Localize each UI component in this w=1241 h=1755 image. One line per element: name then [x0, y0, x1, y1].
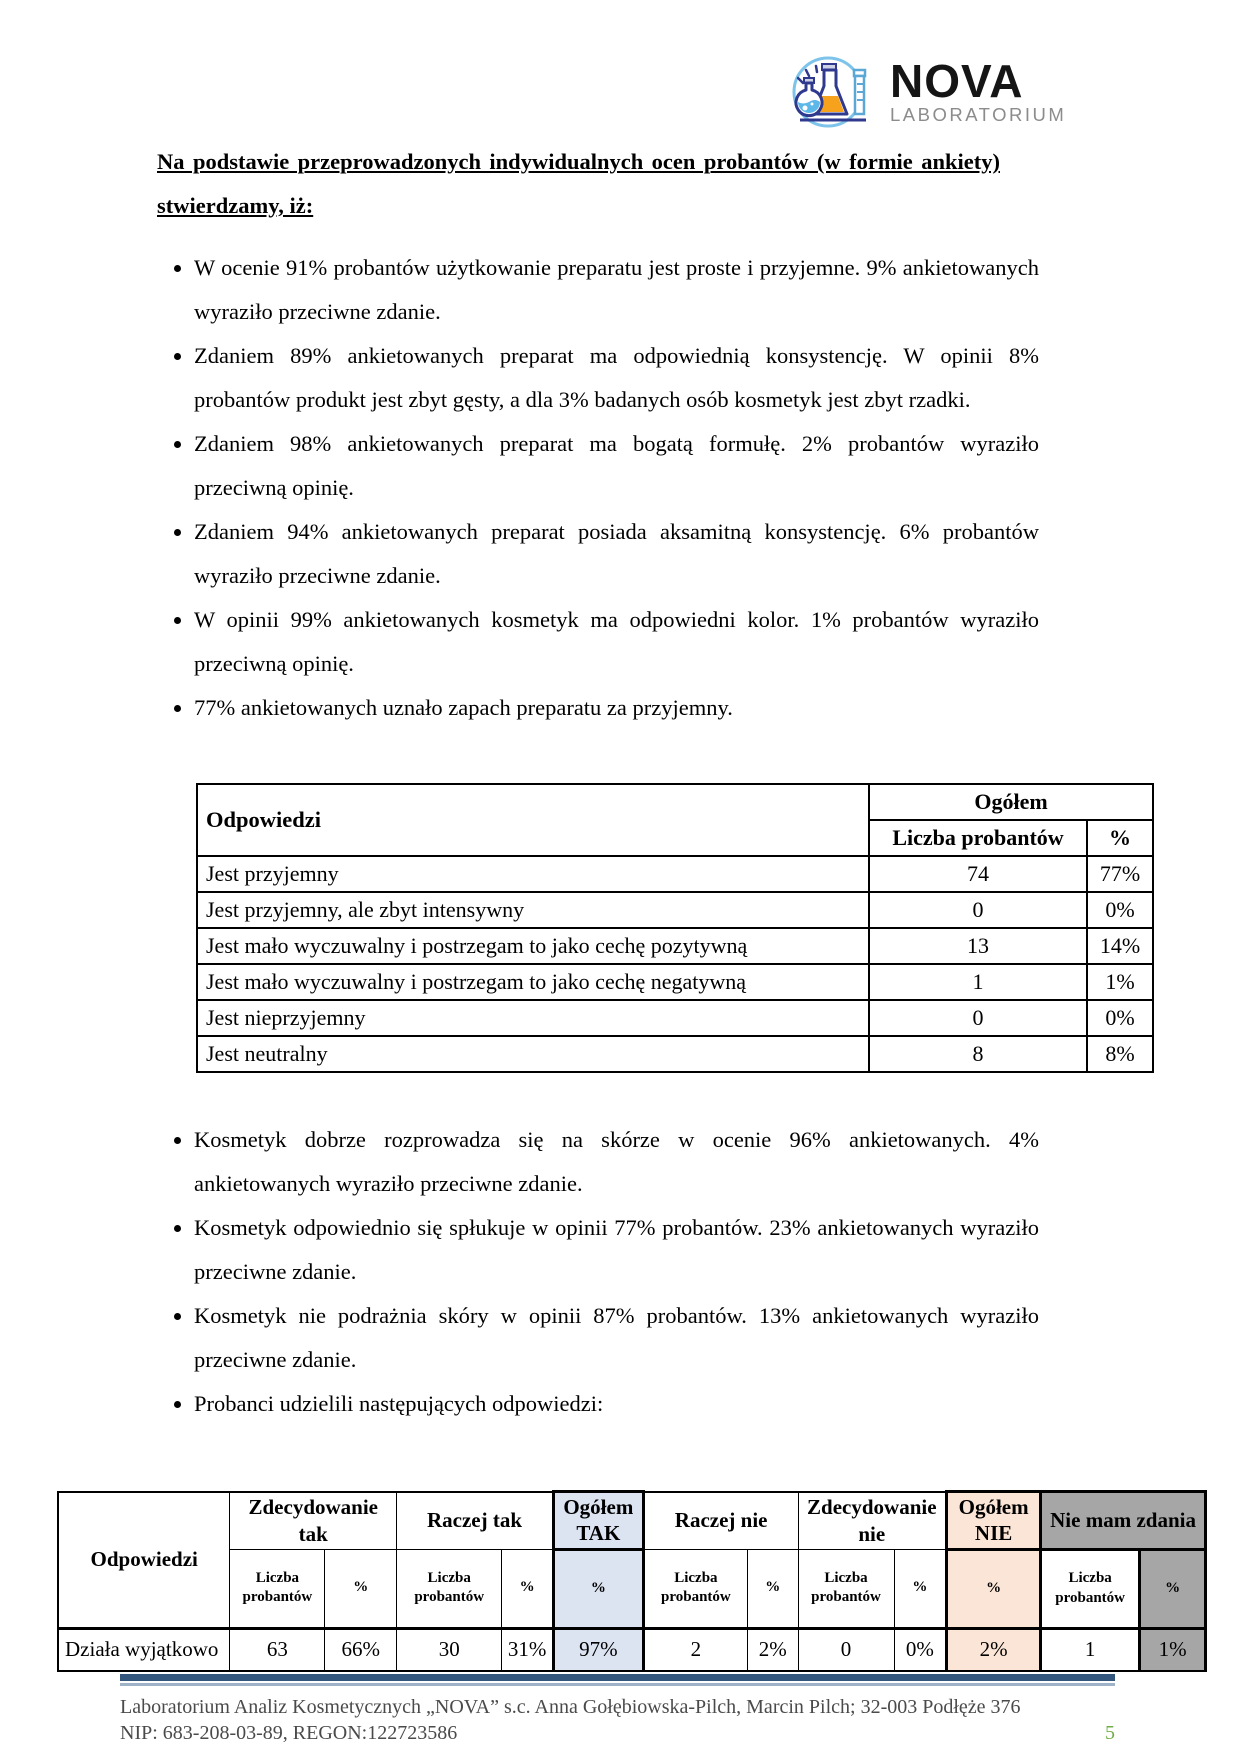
footer-company-line: Laboratorium Analiz Kosmetycznych „NOVA” s.c. Anna Gołębiowska-Pilch, Marcin Pilch; 32-003 Podłęże 376	[120, 1696, 1021, 1718]
table-row: Jest mało wyczuwalny i postrzegam to jako cechę pozytywną 13 14%	[197, 928, 1153, 964]
table-row: Jest neutralny 8 8%	[197, 1036, 1153, 1072]
t2-header-ogolem-tak: Ogółem TAK	[553, 1492, 643, 1550]
list-item: • Probanci udzielili następujących odpowiedzi:	[194, 1382, 1039, 1426]
list-item: • Kosmetyk dobrze rozprowadza się na skórze w ocenie 96% ankietowanych. 4% ankietowanych wyraziło przeciwne zdanie.	[194, 1118, 1039, 1206]
list-item: • Kosmetyk odpowiednio się spłukuje w opinii 77% probantów. 23% ankietowanych wyraziło przeciwne zdanie.	[194, 1206, 1039, 1294]
table-row	[58, 1549, 1206, 1628]
page-title: Na podstawie przeprowadzonych indywidualnych ocen probantów (w formie ankiety) stwierdzamy, iż:	[157, 149, 1000, 218]
t1-header-pct: %	[1087, 820, 1153, 856]
list-item: • Kosmetyk nie podrażnia skóry w opinii 87% probantów. 13% ankietowanych wyraziło przeciwne zdanie.	[194, 1294, 1039, 1382]
list-item: • W ocenie 91% probantów użytkowanie preparatu jest proste i przyjemne. 9% ankietowanych wyraziło przeciwne zdanie.	[194, 246, 1039, 334]
t1-header-ogolem: Ogółem	[869, 784, 1153, 820]
table-row: Jest przyjemny, ale zbyt intensywny 0 0%	[197, 892, 1153, 928]
footer-nip-regon: NIP: 683-208-03-89, REGON:122723586	[120, 1722, 458, 1744]
t2-sub-pct: %	[502, 1549, 554, 1628]
footer-divider	[120, 1674, 1115, 1681]
t2-sub-pct: %	[553, 1549, 643, 1628]
t2-sub-liczba: Liczba probantów	[1041, 1549, 1140, 1628]
t2-sub-liczba: Liczba probantów	[643, 1549, 747, 1628]
table-row: Jest nieprzyjemny 0 0%	[197, 1000, 1153, 1036]
findings-list-bottom	[160, 1118, 1039, 1426]
list-item: • Zdaniem 89% ankietowanych preparat ma odpowiednią konsystencję. W opinii 8% probantów produkt jest zbyt gęsty, a dla 3% badanych osób kosmetyk jest zbyt rzadki.	[194, 334, 1039, 422]
table-row	[197, 784, 1153, 820]
t2-sub-pct: %	[947, 1549, 1041, 1628]
t2-header-nie-mam-zdania: Nie mam zdania	[1041, 1492, 1206, 1550]
nova-logo	[778, 48, 1066, 135]
smell-results-table	[196, 783, 1154, 1073]
list-item: • W opinii 99% ankietowanych kosmetyk ma odpowiedni kolor. 1% probantów wyraziło przeciwną opinię.	[194, 598, 1039, 686]
t1-header-odpowiedzi: Odpowiedzi	[197, 784, 869, 856]
findings-list-top	[160, 246, 1039, 730]
t2-sub-liczba: Liczba probantów	[397, 1549, 502, 1628]
t2-header-ogolem-nie: Ogółem NIE	[947, 1492, 1041, 1550]
t2-sub-pct: %	[747, 1549, 798, 1628]
t2-sub-pct: %	[325, 1549, 397, 1628]
page-number: 5	[1105, 1722, 1115, 1744]
t1-header-liczba: Liczba probantów	[869, 820, 1087, 856]
t2-header-odpowiedzi: Odpowiedzi	[58, 1492, 230, 1629]
table-row: Jest przyjemny 74 77%	[197, 856, 1153, 892]
t2-sub-liczba: Liczba probantów	[798, 1549, 894, 1628]
t2-sub-pct: %	[1140, 1549, 1206, 1628]
table-row	[58, 1492, 1206, 1550]
table-row: Jest mało wyczuwalny i postrzegam to jako cechę negatywną 1 1%	[197, 964, 1153, 1000]
t2-header-raczej-tak: Raczej tak	[397, 1492, 554, 1550]
footer-divider-thin	[120, 1683, 1115, 1686]
brand-subtitle: LABORATORIUM	[890, 104, 1067, 126]
t2-sub-pct: %	[894, 1549, 947, 1628]
list-item: • Zdaniem 98% ankietowanych preparat ma bogatą formułę. 2% probantów wyraziło przeciwną opinię.	[194, 422, 1039, 510]
list-item: • Zdaniem 94% ankietowanych preparat posiada aksamitną konsystencję. 6% probantów wyraziło przeciwne zdanie.	[194, 510, 1039, 598]
page-footer	[120, 1674, 1115, 1746]
overall-results-table	[57, 1490, 1207, 1672]
table-row: Działa wyjątkowo 63 66% 30 31% 97% 2 2% 0 0% 2% 1 1%	[58, 1628, 1206, 1671]
list-item: • 77% ankietowanych uznało zapach preparatu za przyjemny.	[194, 686, 1039, 730]
t2-header-zdecydowanie-nie: Zdecydowanie nie	[798, 1492, 947, 1550]
t2-header-raczej-nie: Raczej nie	[643, 1492, 798, 1550]
brand-name: NOVA	[890, 55, 1024, 108]
t2-sub-liczba: Liczba probantów	[230, 1549, 325, 1628]
t2-header-zdecydowanie-tak: Zdecydowanie tak	[230, 1492, 397, 1550]
lab-flasks-icon	[778, 48, 882, 135]
